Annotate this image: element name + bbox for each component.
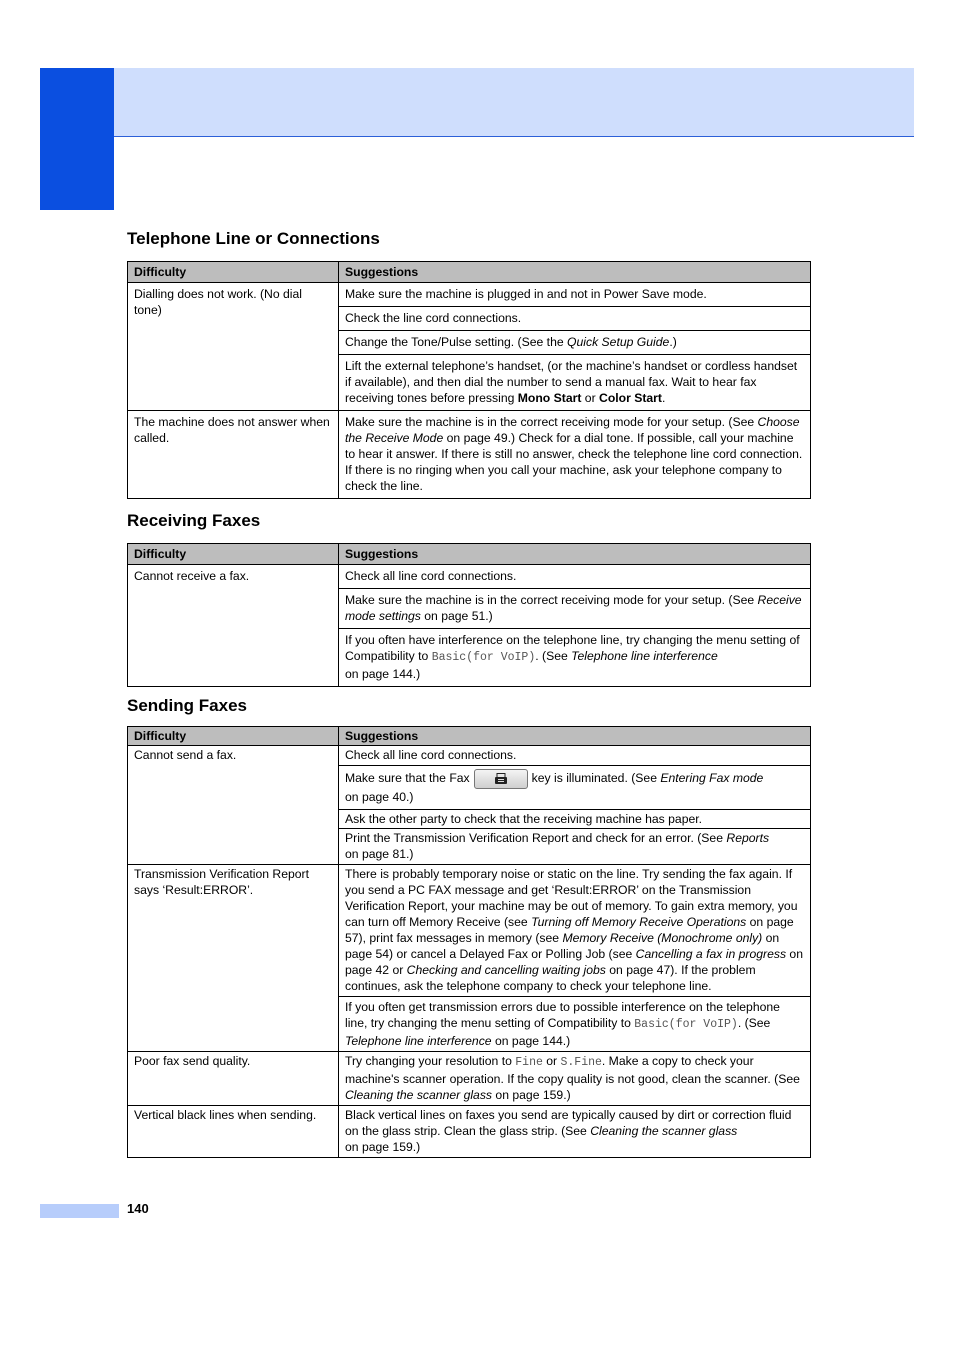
difficulty-header: Difficulty xyxy=(128,727,339,746)
suggestion-cell: Lift the external telephone’s handset, (or the machine’s handset or cordless handset if available), and then dial the number to send a manual fax. Wait to hear fax receiving tones before pressing Mono Start or Color Start. xyxy=(339,355,811,411)
page-reference: Memory Receive (Monochrome only) xyxy=(562,931,763,945)
section-title-receiving: Receiving Faxes xyxy=(127,511,261,530)
difficulty-cell: Cannot send a fax. xyxy=(128,746,339,865)
section-title-sending: Sending Faxes xyxy=(127,696,247,715)
suggestions-header: Suggestions xyxy=(339,262,811,283)
page-reference: Checking and cancelling waiting jobs xyxy=(406,963,606,977)
lcd-setting: Fine xyxy=(515,1056,543,1069)
difficulty-header: Difficulty xyxy=(128,262,339,283)
page-reference: Telephone line interference xyxy=(345,1034,492,1048)
section-title-telephone: Telephone Line or Connections xyxy=(127,229,380,248)
suggestions-header: Suggestions xyxy=(339,727,811,746)
header-band xyxy=(40,68,914,137)
suggestion-cell: Try changing your resolution to Fine or S.Fine. Make a copy to check your machine's scanner operation. If the copy quality is not good, clean the scanner. (See Cleaning the scanner glass on page 159.) xyxy=(339,1052,811,1106)
suggestion-cell: Ask the other party to check that the receiving machine has paper. xyxy=(339,810,811,829)
suggestion-cell: Print the Transmission Verification Report and check for an error. (See Reports on page 81.) xyxy=(339,829,811,865)
difficulty-cell: The machine does not answer when called. xyxy=(128,411,339,499)
suggestion-cell: Make sure the machine is plugged in and not in Power Save mode. xyxy=(339,283,811,307)
page-number: 140 xyxy=(127,1201,149,1216)
suggestion-cell: Black vertical lines on faxes you send are typically caused by dirt or correction fluid on the glass strip. Clean the glass strip. (See Cleaning the scanner glass on page 159.) xyxy=(339,1106,811,1158)
difficulty-header: Difficulty xyxy=(128,544,339,565)
guide-reference: Quick Setup Guide xyxy=(567,335,670,349)
table-header-row xyxy=(128,262,811,283)
table-row xyxy=(128,746,811,766)
suggestion-cell: If you often get transmission errors due to possible interference on the telephone line, try changing the menu setting of Compatibility to Basic(for VoIP). (See Telephone line interference on page 144.) xyxy=(339,997,811,1052)
suggestion-cell: If you often have interference on the telephone line, try changing the menu setting of Compatibility to Basic(for VoIP). (See Telephone line interference on page 144.) xyxy=(339,629,811,687)
mono-start-key-label: Mono Start xyxy=(517,391,582,405)
difficulty-cell: Cannot receive a fax. xyxy=(128,565,339,687)
suggestion-cell: Change the Tone/Pulse setting. (See the Quick Setup Guide.) xyxy=(339,331,811,355)
color-start-key-label: Color Start xyxy=(599,391,662,405)
lcd-setting: S.Fine xyxy=(560,1056,602,1069)
page-reference: Cancelling a fax in progress xyxy=(635,947,787,961)
fax-key-icon xyxy=(474,769,528,789)
suggestion-cell: Make sure the machine is in the correct receiving mode for your setup. (See Receive mode settings on page 51.) xyxy=(339,589,811,629)
table-row xyxy=(128,1106,811,1158)
table-row xyxy=(128,565,811,589)
lcd-setting: Basic(for VoIP) xyxy=(634,1018,738,1031)
page-reference: Choose the Receive Mode xyxy=(345,415,800,445)
suggestion-cell: Check all line cord connections. xyxy=(339,746,811,766)
suggestion-cell: Make sure the machine is in the correct receiving mode for your setup. (See Choose the Receive Mode on page 49.) Check for a dial tone. If possible, call your machine to hear it answer. If there is still no answer, check the telephone line cord connection. If there is no ringing when you call your machine, ask your telephone company to check the line. xyxy=(339,411,811,499)
table-row xyxy=(128,411,811,499)
page-reference: Cleaning the scanner glass xyxy=(590,1124,738,1138)
table-row xyxy=(128,283,811,307)
telephone-table xyxy=(127,261,811,499)
difficulty-cell: Dialling does not work. (No dial tone) xyxy=(128,283,339,411)
suggestion-cell: Check all line cord connections. xyxy=(339,565,811,589)
suggestion-cell: Check the line cord connections. xyxy=(339,307,811,331)
page-reference: Turning off Memory Receive Operations xyxy=(531,915,747,929)
page-reference: Entering Fax mode xyxy=(660,771,764,786)
page-reference: Telephone line interference xyxy=(571,649,718,663)
difficulty-cell: Poor fax send quality. xyxy=(128,1052,339,1106)
difficulty-cell: Transmission Verification Report says ‘Result:ERROR’. xyxy=(128,865,339,1052)
page-reference: Cleaning the scanner glass xyxy=(345,1088,493,1102)
chapter-tab xyxy=(40,68,114,210)
suggestion-cell: There is probably temporary noise or static on the line. Try sending the fax again. If you send a PC FAX message and get ‘Result:ERROR’ on the Transmission Verification Report, your machine may be out of memory. To gain extra memory, you can turn off Memory Receive (see Turning off Memory Receive Operations on page 57), print fax messages in memory (see Memory Receive (Monochrome only) on page 54) or cancel a Delayed Fax or Polling Job (see Cancelling a fax in progress on page 42 or Checking and cancelling waiting jobs on page 47). If the problem continues, ask the telephone company to check your telephone line. xyxy=(339,865,811,997)
difficulty-cell: Vertical black lines when sending. xyxy=(128,1106,339,1158)
table-row xyxy=(128,1052,811,1106)
table-header-row xyxy=(128,727,811,746)
footer-bar xyxy=(40,1204,119,1218)
sending-table xyxy=(127,726,811,1158)
lcd-setting: Basic(for VoIP) xyxy=(431,651,536,664)
receiving-table xyxy=(127,543,811,687)
page-reference: Reports xyxy=(726,831,770,845)
table-row xyxy=(128,865,811,997)
suggestions-header: Suggestions xyxy=(339,544,811,565)
suggestion-cell: Make sure that the Fax key is illuminated. (See Entering Fax mode on page 40.) xyxy=(339,766,811,810)
table-header-row xyxy=(128,544,811,565)
page-reference: Receive mode settings xyxy=(345,593,802,623)
